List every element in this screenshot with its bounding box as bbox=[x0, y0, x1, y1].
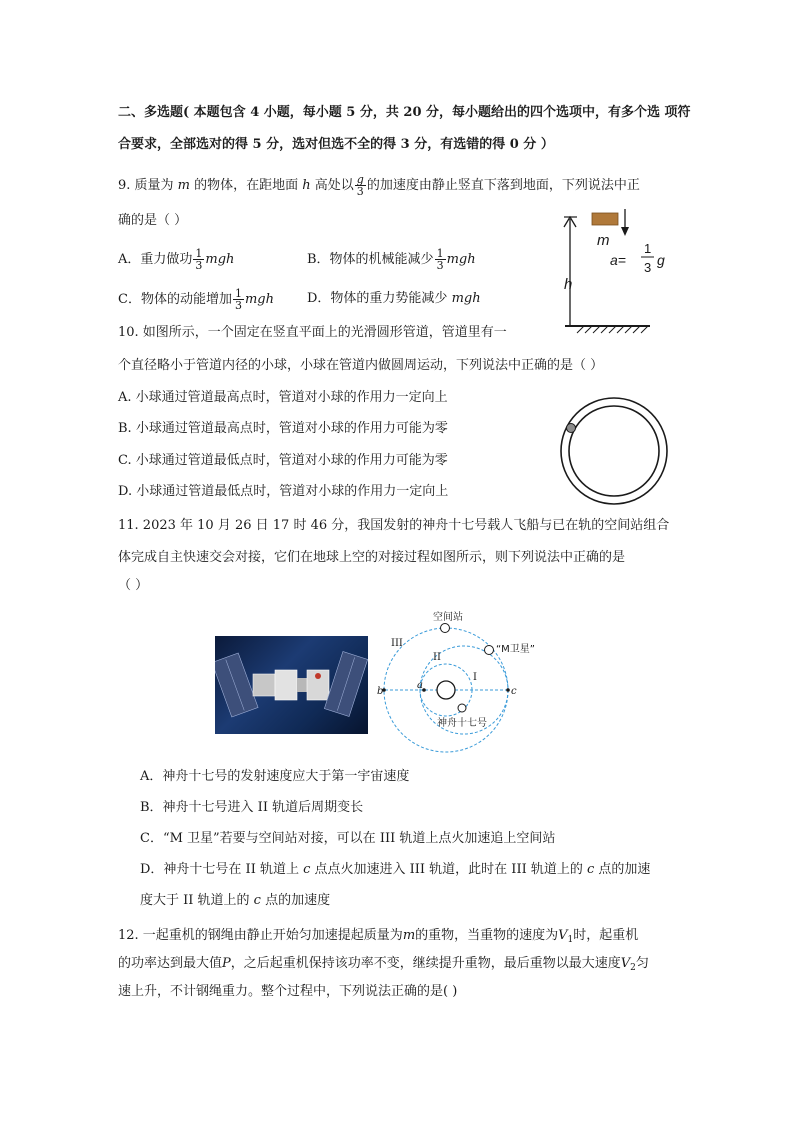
q11-orbit-diagram bbox=[375, 604, 575, 756]
c-label: c bbox=[511, 686, 517, 697]
q11-option-d-line2: 度大于 II 轨道上的 c 点的加速度 bbox=[140, 893, 331, 908]
ground-hatch bbox=[577, 326, 648, 333]
q12-stem-line1: 12. 一起重机的钢绳由静止开始匀加速提起质量为m的重物，当重物的速度为$V_1$时，起重机 bbox=[118, 928, 639, 945]
solar-panel-right bbox=[324, 651, 367, 716]
m-label: m bbox=[597, 232, 610, 249]
q9-stem-line1: 9. 质量为 m 的物体，在距地面 h 高处以 $\frac{g}{3}$ 的加速度由静止竖直下落到地面，下列说法中正 bbox=[118, 173, 640, 198]
b-label: b bbox=[377, 686, 384, 697]
q11-option-a: A．神舟十七号的发射速度应大于第一宇宙速度 bbox=[140, 769, 410, 784]
q11-option-c: C．“M 卫星”若要与空间站对接，可以在 III 轨道上点火加速追上空间站 bbox=[140, 831, 556, 846]
m-satellite-label: “M卫星” bbox=[496, 644, 535, 655]
orbit-ii-label: II bbox=[433, 652, 441, 663]
tube-inner bbox=[569, 406, 659, 496]
tube-outer bbox=[561, 398, 667, 504]
q10-stem-line2: 个直径略小于管道内径的小球，小球在管道内做圆周运动，下列说法中正确的是（ ） bbox=[118, 358, 604, 373]
earth bbox=[437, 681, 455, 699]
docking-port bbox=[297, 678, 307, 692]
a-label: a bbox=[417, 680, 423, 691]
q10-option-b: B. 小球通过管道最高点时，管道对小球的作用力可能为零 bbox=[118, 421, 448, 436]
q11-option-d-line1: D．神舟十七号在 II 轨道上 c 点点火加速进入 III 轨道，此时在 III 轨道上的 c 点的加速 bbox=[140, 862, 651, 877]
q10-circular-tube-figure bbox=[556, 395, 672, 507]
point-c bbox=[506, 688, 510, 692]
q12-stem-line3: 速上升，不计钢绳重力。整个过程中，下列说法正确的是( ) bbox=[118, 984, 458, 999]
ball bbox=[567, 424, 576, 433]
q9-option-b: B．物体的机械能减少 $\frac{1}{3}$ mgh bbox=[307, 247, 476, 272]
solar-panel-left bbox=[215, 653, 258, 717]
q9-option-c: C．物体的动能增加 $\frac{1}{3}$ mgh bbox=[118, 287, 274, 312]
orbit-i-label: I bbox=[473, 672, 477, 683]
q10-stem-line1: 10. 如图所示，一个固定在竖直平面上的光滑圆形管道，管道里有一 bbox=[118, 325, 507, 340]
g-label: g bbox=[657, 252, 665, 268]
module-2 bbox=[275, 670, 297, 700]
fig-frac-one: 1 bbox=[644, 241, 652, 256]
station-label: 空间站 bbox=[433, 612, 463, 623]
section-title-line1: 二、多选题( 本题包含 4 小题，每小题 5 分，共 20 分，每小题给出的四个选项中，有多个选 项符 bbox=[118, 105, 691, 120]
m-satellite-dot bbox=[485, 646, 494, 655]
q10-option-d: D. 小球通过管道最低点时，管道对小球的作用力一定向上 bbox=[118, 484, 449, 499]
shenzhou-dot bbox=[458, 704, 466, 712]
q10-option-c: C. 小球通过管道最低点时，管道对小球的作用力可能为零 bbox=[118, 453, 448, 468]
space-station-dot bbox=[441, 624, 450, 633]
q11-stem-line3: （ ） bbox=[118, 578, 149, 593]
q9-option-d: D．物体的重力势能减少 mgh bbox=[307, 291, 481, 306]
h-label: h bbox=[564, 276, 573, 293]
docking-photo bbox=[215, 636, 368, 734]
section-title-line2: 合要求，全部选对的得 5 分，选对但选不全的得 3 分，有选错的得 0 分 ） bbox=[118, 137, 554, 152]
fig-frac-three: 3 bbox=[644, 260, 652, 275]
docking-photo-art bbox=[215, 636, 368, 734]
block-mass bbox=[592, 213, 618, 225]
q9-stem-line2: 确的是（ ） bbox=[118, 213, 188, 228]
q9-option-a: A．重力做功 $\frac{1}{3}$ mgh bbox=[118, 247, 235, 272]
q9-falling-object-figure bbox=[555, 205, 665, 335]
module-1 bbox=[253, 674, 275, 696]
a-label: a= bbox=[610, 252, 626, 268]
shenzhou-label: 神舟十七号 bbox=[437, 718, 487, 729]
q11-option-b: B．神舟十七号进入 II 轨道后周期变长 bbox=[140, 800, 364, 815]
q9-fraction: $\frac{g}{3}$ bbox=[356, 173, 364, 198]
q12-stem-line2: 的功率达到最大值P，之后起重机保持该功率不变，继续提升重物，最后重物以最大速度$V_2$匀 bbox=[118, 956, 649, 973]
red-marking bbox=[315, 673, 321, 679]
q11-stem-line2: 体完成自主快速交会对接，它们在地球上空的对接过程如图所示，则下列说法中正确的是 bbox=[118, 550, 626, 565]
orbit-iii-label: III bbox=[391, 638, 403, 649]
fall-arrow-head bbox=[621, 227, 629, 236]
q10-option-a: A. 小球通过管道最高点时，管道对小球的作用力一定向上 bbox=[118, 390, 448, 405]
q11-stem-line1: 11. 2023 年 10 月 26 日 17 时 46 分，我国发射的神舟十七号载人飞船与已在轨的空间站组合 bbox=[118, 518, 670, 533]
